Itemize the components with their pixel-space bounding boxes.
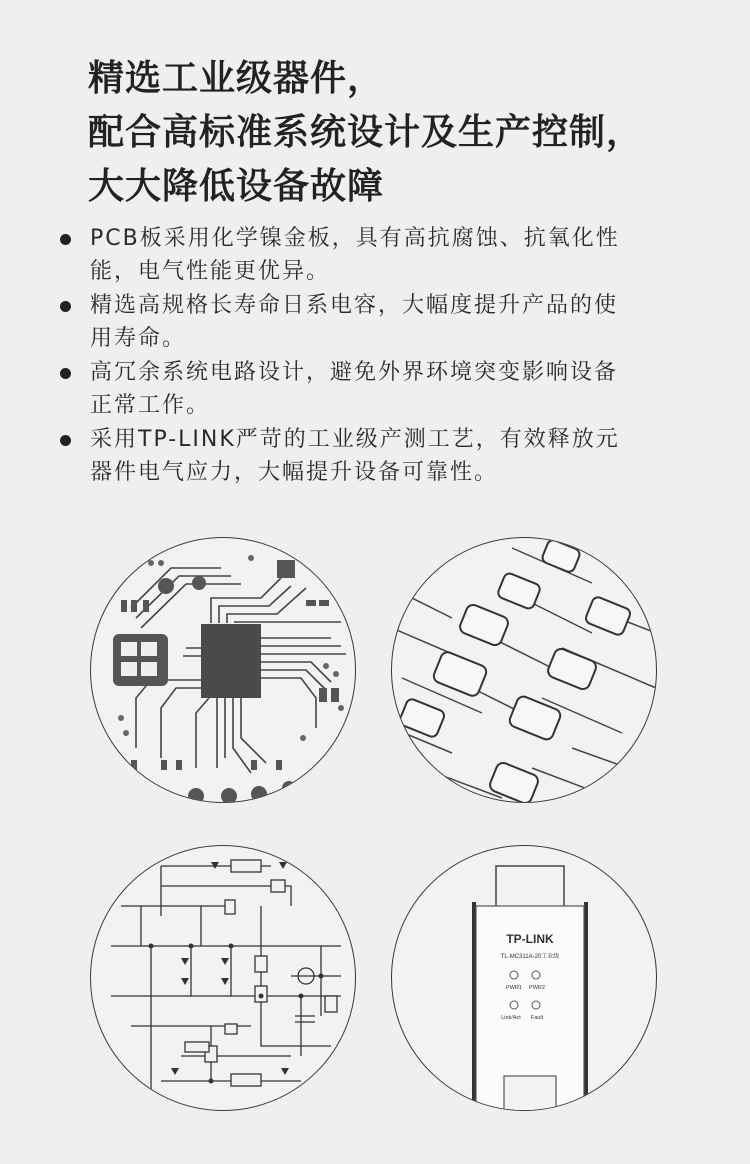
media-converter-icon — [392, 846, 656, 1110]
led-fault-icon — [532, 1001, 540, 1009]
headline-line-3: 大大降低设备故障 — [88, 166, 385, 207]
capacitors-illustration — [391, 537, 657, 803]
device-illustration — [391, 845, 657, 1111]
feature-item — [60, 356, 680, 422]
led-pwr1-icon — [510, 971, 518, 979]
feature-text-line-1: PCB板采用化学镍金板，具有高抗腐蚀、抗氧化性 — [90, 226, 620, 251]
feature-text-line-2: 能，电气性能更优异。 — [90, 259, 331, 284]
headline — [88, 52, 708, 214]
feature-list — [60, 222, 680, 490]
led-label: PWR1 — [506, 985, 522, 991]
bullet-icon — [60, 435, 71, 446]
led-label: PWR2 — [529, 985, 545, 991]
pcb-icon — [91, 538, 355, 802]
bullet-icon — [60, 234, 71, 245]
capacitor-icon — [392, 538, 656, 802]
bullet-icon — [60, 368, 71, 379]
headline-line-2: 配合高标准系统设计及生产控制， — [88, 112, 644, 153]
led-link-icon — [510, 1001, 518, 1009]
feature-item — [60, 222, 680, 288]
led-pwr2-icon — [532, 971, 540, 979]
feature-text-line-1: 精选高规格长寿命日系电容，大幅度提升产品的使 — [90, 293, 619, 318]
feature-text-line-1: 高冗余系统电路设计，避免外界环境突变影响设备 — [90, 360, 619, 385]
feature-item — [60, 423, 680, 489]
headline-line-1: 精选工业级器件， — [88, 58, 385, 99]
feature-text-line-2: 用寿命。 — [90, 326, 187, 351]
feature-text-line-2: 正常工作。 — [90, 393, 211, 418]
brand-logo: TP-LINK — [506, 932, 554, 946]
feature-text-line-1: 采用TP-LINK严苛的工业级产测工艺，有效释放元 — [90, 427, 620, 452]
pcb-board-illustration — [90, 537, 356, 803]
feature-item — [60, 289, 680, 355]
led-label: Fault — [530, 1015, 544, 1021]
device-model: TL-MC311A-20工业级 — [500, 954, 560, 960]
feature-text-line-2: 器件电气应力，大幅提升设备可靠性。 — [90, 460, 499, 485]
bullet-icon — [60, 301, 71, 312]
circuit-schematic-illustration — [90, 845, 356, 1111]
schematic-icon — [91, 846, 355, 1110]
led-label: Link/Act — [501, 1015, 521, 1021]
